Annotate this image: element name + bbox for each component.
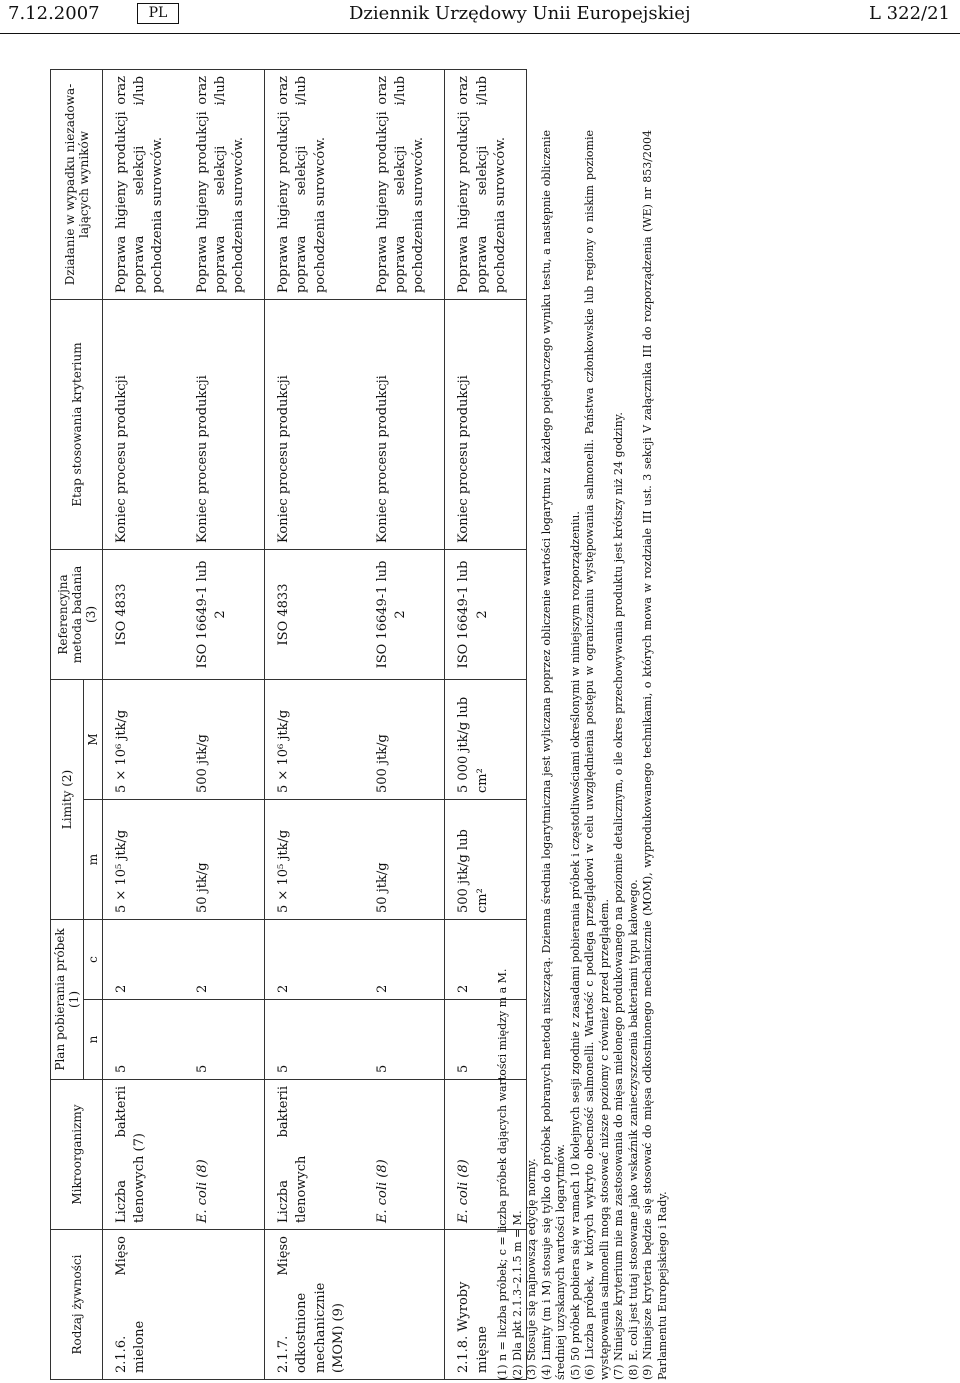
table-row — [364, 69, 445, 1379]
n-cell: 5 — [265, 1000, 364, 1080]
stage-cell: Koniec procesu produkcji — [265, 299, 364, 549]
col-m-upper: M — [84, 679, 103, 799]
footnote: (4) Limity (m i M) stosuje się tylko do próbek pobranych metodą niszczącą. Dzienna średnia logarytmiczna jest wyliczana poprzez obliczenie wartości logarytmu z każdego pojedynczego wyniku testu, a następnie obliczenie średniej uzyskanych wartości logarytmów. — [539, 130, 567, 1380]
m-cell: 50 jtk/g — [184, 799, 265, 919]
page-header — [0, 0, 960, 28]
action-cell: Poprawa higieny produkcji oraz poprawa selekcji i/lub pochodzenia surowców. — [445, 69, 527, 299]
microorganism-cell: E. coli (8) — [364, 1080, 445, 1230]
stage-cell: Koniec procesu produkcji — [364, 299, 445, 549]
M-cell: 500 jtk/g — [184, 679, 265, 799]
microorganism-cell: E. coli (8) — [184, 1080, 265, 1230]
criteria-table — [50, 69, 527, 1380]
microorganism-cell: Liczba bakterii tlenowych (7) — [103, 1080, 184, 1230]
page-reference: L 322/21 — [869, 3, 950, 24]
table-row — [103, 69, 184, 1379]
header-row-1 — [51, 69, 84, 1379]
c-cell: 2 — [184, 919, 265, 999]
table-row — [184, 69, 265, 1379]
M-cell: 5 × 10⁶ jtk/g — [265, 679, 364, 799]
n-cell: 5 — [184, 1000, 265, 1080]
language-badge: PL — [137, 3, 179, 24]
col-reference-method: Referencyjna metoda badania (3) — [51, 549, 103, 679]
action-cell: Poprawa higieny produkcji oraz poprawa selekcji i/lub pochodzenia surowców. — [364, 69, 445, 299]
method-cell: ISO 16649-1 lub 2 — [364, 549, 445, 679]
journal-title: Dziennik Urzędowy Unii Europejskiej — [349, 3, 691, 24]
table-row — [265, 69, 364, 1379]
rotated-table-content — [50, 60, 910, 1380]
footnote: (5) 50 próbek pobiera się w ramach 10 kolejnych sesji zgodnie z zasadami pobierania próbek i częstotliwościami określonymi w niniejszym rozporządzeniu. — [568, 511, 582, 1380]
footnote: (3) Stosuje się najnowszą edycję normy. — [525, 1158, 538, 1380]
col-microorganisms: Mikroorganizmy — [51, 1080, 103, 1230]
action-cell: Poprawa higieny produkcji oraz poprawa selekcji i/lub pochodzenia surowców. — [265, 69, 364, 299]
footnote: (7) Niniejsze kryterium nie ma zastosowania do mięsa mielonego produkowanego na poziomie detalicznym, o ile okres przechowywania produktu jest krótszy niż 24 godziny. — [612, 412, 625, 1380]
microorganism-cell: E. coli (8) — [445, 1080, 527, 1230]
c-cell: 2 — [364, 919, 445, 999]
m-cell: 5 × 10⁵ jtk/g — [265, 799, 364, 919]
action-cell: Poprawa higieny produkcji oraz poprawa selekcji i/lub pochodzenia surowców. — [184, 69, 265, 299]
stage-cell: Koniec procesu produkcji — [445, 299, 527, 549]
action-cell: Poprawa higieny produkcji oraz poprawa selekcji i/lub pochodzenia surowców. — [103, 69, 184, 299]
footnote: (1) n = liczba próbek; c = liczba próbek dających wartości między m a M. — [496, 968, 509, 1380]
method-cell: ISO 4833 — [265, 549, 364, 679]
col-c: c — [84, 919, 103, 999]
n-cell: 5 — [364, 1000, 445, 1080]
method-cell: ISO 16649-1 lub 2 — [445, 549, 527, 679]
c-cell: 2 — [103, 919, 184, 999]
publication-date: 7.12.2007 — [8, 3, 100, 24]
M-cell: 500 jtk/g — [364, 679, 445, 799]
stage-cell: Koniec procesu produkcji — [184, 299, 265, 549]
footnote: (9) Niniejsze kryteria będzie się stosować do mięsa odkostnionego mechanicznie (MOM), wyprodukowanego technikami, o których mowa w rozdziale III ust. 3 sekcji V załącznika III do rozporządzenia (WE) nr 853/2004 Parlamentu Europejskiego i Rady. — [641, 130, 669, 1380]
method-cell: ISO 4833 — [103, 549, 184, 679]
method-cell: ISO 16649-1 lub 2 — [184, 549, 265, 679]
food-cell: 2.1.7. Mięso odkostnione mechanicznie (MOM) (9) — [265, 1230, 364, 1380]
col-application-stage: Etap stosowania kryterium — [51, 299, 103, 549]
food-cell: 2.1.8. Wyroby mięsne — [445, 1230, 527, 1380]
M-cell: 5 × 10⁶ jtk/g — [103, 679, 184, 799]
col-limits: Limity (2) — [51, 679, 84, 919]
col-m-lower: m — [84, 799, 103, 919]
footnote: (6) Liczba próbek, w których wykryto obecność salmonelli. Wartość c podlega przeglądowi w celu uwzględnienia postępu w ograniczaniu występowania salmonelli. Państwa członkowskie lub regiony o niskim poziomie występowania salmonelli mogą stosować niższe poziomy c również przed przeglądem. — [583, 130, 611, 1380]
c-cell: 2 — [445, 919, 527, 999]
stage-cell: Koniec procesu produkcji — [103, 299, 184, 549]
food-cell: 2.1.6. Mięso mielone — [103, 1230, 184, 1380]
n-cell: 5 — [103, 1000, 184, 1080]
col-sampling-plan: Plan pobierania próbek (1) — [51, 919, 84, 1079]
col-food-type: Rodzaj żywności — [51, 1230, 103, 1380]
m-cell: 50 jtk/g — [364, 799, 445, 919]
M-cell: 5 000 jtk/g lub cm² — [445, 679, 527, 799]
header-divider — [0, 33, 960, 34]
food-cell — [184, 1230, 265, 1380]
microorganism-cell: Liczba bakterii tlenowych — [265, 1080, 364, 1230]
col-n: n — [84, 1000, 103, 1080]
food-cell — [364, 1230, 445, 1380]
c-cell: 2 — [265, 919, 364, 999]
footnotes — [496, 130, 670, 1380]
col-action: Działanie w wypadku niezadowa-lających wyników — [51, 69, 103, 299]
n-cell: 5 — [445, 1000, 527, 1080]
m-cell: 5 × 10⁵ jtk/g — [103, 799, 184, 919]
m-cell: 500 jtk/g lub cm² — [445, 799, 527, 919]
footnote: (8) E. coli jest tutaj stosowane jako wskaźnik zanieczyszczenia bakteriami typu kałowego. — [626, 879, 640, 1380]
footnote: (2) Dla pkt 2.1.3–2.1.5 m = M. — [510, 1210, 524, 1380]
